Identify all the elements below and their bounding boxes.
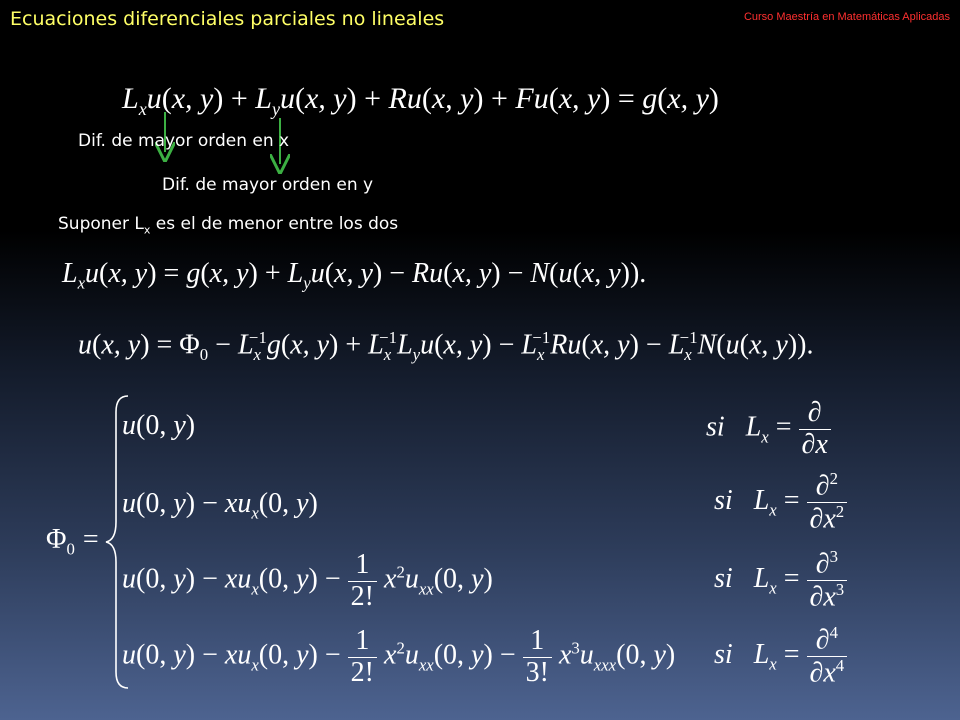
suponer-sub: x (143, 223, 151, 237)
phi-subscript: 0 (66, 539, 75, 559)
equation-pde: $L_xu(x$, $y) + L_yu(x$, y) + Ru(x, y) + Fu(x, y) = g(x, y) (122, 82, 719, 119)
label-dif-y: Dif. de mayor orden en y (162, 175, 374, 195)
equation-lx-form: $L_xu(x$, y) = g(x, $y) + L_yu(x$, y) − Ru(x, y) − N(u(x, y)). (62, 258, 647, 293)
page-title: Ecuaciones diferenciales parciales no lineales (10, 8, 445, 30)
case-1-si: si (706, 411, 725, 443)
case-1-expr: u(0, y) (122, 410, 196, 441)
equation-u-form: u(x, $y) = \Phi_0 - L_x^{-1}g(x$, $y) + L_x^{-1}L_yu(x$, $y) - L_x^{-1}Ru(x$, $y) - L_x^{-1}N(u(x$, y)). (78, 328, 814, 364)
case-3-cond: si $L_x$ = $\frac{\partial^3}{\partial x^3}$ (714, 548, 847, 613)
case-3-si: si (714, 563, 733, 595)
case-3-expr: u(0, $y) - xu_x(0$, y) − $\frac{1}{2!}$ $x^2u_{xx}(0$, y) (122, 549, 493, 612)
phi-equals: = (82, 524, 99, 555)
suponer-part-a: Suponer L (58, 214, 144, 234)
phi-symbol: Φ (46, 524, 67, 555)
course-name: Curso Maestría en Matemáticas Aplicadas (743, 11, 950, 23)
case-1-cond: si $L_x$ = $\frac{\partial}{\partial x}$ (706, 398, 831, 461)
case-4-si: si (714, 639, 733, 671)
case-2-si: si (714, 485, 733, 517)
case-4-cond: si $L_x$ = $\frac{\partial^4}{\partial x^4}$ (714, 624, 847, 689)
suponer-part-b: es el de menor entre los dos (150, 214, 399, 234)
case-4-expr: u(0, $y) - xu_x(0$, y) − $\frac{1}{2!}$ $x^2u_{xx}(0$, y) − $\frac{1}{3!}$ $x^3u_{xxx}(0$, y) (122, 625, 676, 688)
label-dif-x: Dif. de mayor orden en x (78, 131, 290, 151)
case-2-expr: u(0, $y) - xu_x(0$, y) (122, 488, 318, 523)
case-2-cond: si $L_x$ = $\frac{\partial^2}{\partial x^2}$ (714, 470, 847, 535)
